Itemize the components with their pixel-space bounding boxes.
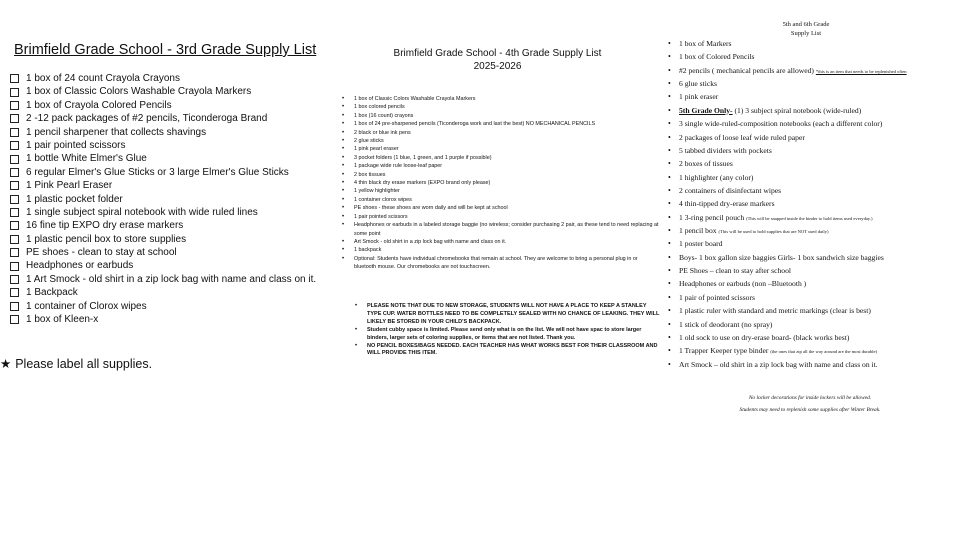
item-text: 16 fine tip EXPO dry erase markers — [26, 220, 184, 232]
item-text: 1 Trapper Keeper type binder — [679, 346, 769, 356]
item-text: PE shoes - clean to stay at school — [26, 247, 177, 259]
list-item — [10, 286, 316, 299]
list-item — [668, 117, 960, 130]
list-item — [10, 206, 316, 219]
list-item — [668, 171, 960, 184]
checkbox-icon — [10, 221, 19, 230]
grade4-title: Brimfield Grade School - 4th Grade Supply List — [393, 48, 602, 59]
checkbox-icon — [10, 181, 19, 190]
list-item — [10, 219, 316, 232]
star-icon: ★ — [0, 357, 12, 371]
item-text: Headphones or earbuds (non –Bluetooth ) — [679, 279, 807, 289]
list-item — [668, 344, 960, 357]
checkbox-icon — [10, 141, 19, 150]
list-item — [668, 318, 960, 331]
checkbox-icon — [10, 74, 19, 83]
item-text: PE Shoes – clean to stay after school — [679, 266, 791, 276]
list-item: • 1 box of 24 pre-sharpened pencils (Ticonderoga work and last the best) NO MECHANICAL PENCILS — [342, 120, 660, 128]
list-item — [10, 233, 316, 246]
list-item — [668, 104, 960, 117]
item-text: Boys- 1 box gallon size baggies Girls- 1 box sandwich size baggies — [679, 252, 884, 262]
item-text: 1 bottle White Elmer's Glue — [26, 153, 147, 165]
list-item — [10, 300, 316, 313]
checkbox-icon — [10, 168, 19, 177]
item-text: 1 pencil sharpener that collects shavings — [26, 126, 207, 138]
list-item — [668, 77, 960, 90]
list-item: • 1 box colored pencils — [342, 103, 660, 111]
list-item — [668, 90, 960, 103]
item-text: 1 stick of deodorant (no spray) — [679, 319, 773, 329]
checkbox-icon — [10, 101, 19, 110]
list-item — [668, 211, 960, 224]
item-text: 2 packages of loose leaf wide ruled paper — [679, 132, 805, 142]
item-text: 1 pair pointed scissors — [26, 139, 126, 151]
list-item: • 1 backpack — [342, 246, 660, 254]
checkbox-icon — [10, 208, 19, 217]
item-text: 1 3-ring pencil pouch — [679, 212, 745, 222]
list-item: • 1 box (16 count) crayons — [342, 112, 660, 120]
item-text: 1 box of Crayola Colored Pencils — [26, 99, 172, 111]
list-item — [668, 64, 960, 77]
list-item: • Optional: Students have individual chromebooks that remain at school. They are welcome to bring a personal plug in or bluetooth mouse. Our chromebooks are not touchscreen. — [342, 255, 660, 272]
list-item: • 2 glue sticks — [342, 137, 660, 145]
grade4-header — [335, 47, 660, 73]
item-text: #2 pencils ( mechanical pencils are allowed) — [679, 65, 814, 75]
item-text: 1 box of Markers — [679, 39, 732, 48]
list-item: • 1 pair pointed scissors — [342, 213, 660, 221]
item-text: 2 boxes of tissues — [679, 159, 733, 169]
item-text: Art Smock – old shirt in a zip lock bag with name and class on it. — [679, 359, 878, 369]
item-text: 1 Backpack — [26, 287, 78, 299]
checkbox-icon — [10, 262, 19, 271]
notice-item: • NO PENCIL BOXES/BAGS NEEDED. EACH TEACHER HAS WHAT WORKS BEST FOR THEIR CLASSROOM AND WILL PROVIDE THIS ITEM. — [355, 343, 660, 359]
list-item: • 1 pink pearl eraser — [342, 145, 660, 153]
grade56-header — [660, 20, 952, 38]
list-item — [10, 193, 316, 206]
item-text: 1 pair of pointed scissors — [679, 292, 755, 302]
item-text: 1 box of Kleen-x — [26, 314, 99, 326]
checkbox-icon — [10, 248, 19, 257]
list-item — [668, 358, 960, 371]
grade3-label-note — [0, 356, 152, 371]
list-item: • Headphones or earbuds in a labeled storage baggie (no wireless; consider purchasing 2 pair, as these tend to need replacing at some point — [342, 221, 660, 238]
list-item — [668, 224, 960, 237]
item-text: 2 -12 pack packages of #2 pencils, Ticonderoga Brand — [26, 113, 268, 125]
list-item — [668, 237, 960, 250]
list-item: • 1 box of Classic Colors Washable Crayola Markers — [342, 95, 660, 103]
item-text: 1 container of Clorox wipes — [26, 300, 147, 312]
item-note: (This will be snapped inside the binder to hold items used everyday.) — [746, 215, 873, 221]
item-text: 6 regular Elmer's Glue Sticks or 3 large Elmer's Glue Sticks — [26, 166, 289, 178]
list-item — [668, 291, 960, 304]
list-item — [668, 184, 960, 197]
list-item — [668, 251, 960, 264]
item-text: 1 single subject spiral notebook with wide ruled lines — [26, 206, 258, 218]
grade3-note-text: Please label all supplies. — [15, 357, 153, 371]
item-text: 1 pencil box — [679, 226, 717, 236]
grade4-year: 2025-2026 — [473, 61, 522, 72]
list-item — [10, 313, 316, 326]
grade56-title: 5th and 6th Grade — [782, 21, 830, 28]
checkbox-icon — [10, 128, 19, 137]
item-text: Headphones or earbuds — [26, 260, 134, 272]
checkbox-icon — [10, 235, 19, 244]
list-item: • 1 container clorox wipes — [342, 196, 660, 204]
checkbox-icon — [10, 195, 19, 204]
list-item: • PE shoes - these shoes are worn daily and will be kept at school — [342, 204, 660, 212]
item-lead: 5th Grade Only- — [679, 105, 733, 115]
item-text: 1 Art Smock - old shirt in a zip lock bag with name and class on it. — [26, 273, 317, 285]
list-item — [10, 85, 316, 98]
list-item — [668, 157, 960, 170]
item-text: 1 pink eraser — [679, 92, 719, 102]
item-note: *this is an item that needs to be replenished often — [815, 68, 907, 74]
item-text: 1 box of Colored Pencils — [679, 52, 755, 62]
item-text: 2 containers of disinfectant wipes — [679, 185, 782, 195]
checkbox-icon — [10, 302, 19, 311]
list-item — [668, 277, 960, 290]
list-item — [668, 197, 960, 210]
grade56-footer-replenish: Students may need to replenish some supplies after Winter Break. — [739, 407, 881, 413]
list-item — [10, 152, 316, 165]
list-item — [668, 50, 960, 63]
list-item — [10, 259, 316, 272]
item-note: (the ones that zip all the way around are the most durable) — [770, 349, 878, 355]
list-item: • 2 box tissues — [342, 171, 660, 179]
item-text: 4 thin-tipped dry-erase markers — [679, 199, 775, 209]
item-text: 1 box of 24 count Crayola Crayons — [26, 73, 180, 84]
checkbox-icon — [10, 288, 19, 297]
list-item — [668, 37, 960, 50]
list-item — [668, 304, 960, 317]
list-item — [10, 99, 316, 112]
list-item — [10, 246, 316, 259]
grade56-items — [668, 37, 960, 371]
list-item — [668, 264, 960, 277]
list-item — [10, 166, 316, 179]
notice-item: • PLEASE NOTE THAT DUE TO NEW STORAGE, STUDENTS WILL NOT HAVE A PLACE TO KEEP A STANLEY TYPE CUP. WATER BOTTLES NEED TO BE COMPLETELY SEALED WITH NO CHANCE OF LEAKING. THEY WILL LIKELY BE STORED IN YOUR CHILD'S BACKPACK. — [355, 303, 660, 327]
item-text: 1 poster board — [679, 239, 723, 249]
list-item: • 3 pocket folders (1 blue, 1 green, and 1 purple if possible) — [342, 154, 660, 162]
checkbox-icon — [10, 315, 19, 324]
grade3-title: Brimfield Grade School - 3rd Grade Supply List — [14, 42, 317, 58]
list-item: • 1 yellow highlighter — [342, 187, 660, 195]
list-item — [10, 179, 316, 192]
item-text: (1) 3 subject spiral notebook (wide-ruled) — [734, 105, 862, 115]
item-text: 1 Pink Pearl Eraser — [26, 180, 113, 192]
item-text: 1 plastic pencil box to store supplies — [26, 233, 187, 245]
list-item: • Art Smock - old shirt in a zip lock bag with name and class on it. — [342, 238, 660, 246]
item-text: 3 single wide-ruled-composition notebooks (each a different color) — [679, 119, 883, 129]
item-text: 1 old sock to use on dry-erase board- (black works best) — [679, 332, 850, 342]
list-item: • 4 thin black dry erase markers (EXPO brand only please) — [342, 179, 660, 187]
item-note: (This will be used to hold supplies that are NOT used daily) — [718, 229, 829, 235]
list-item — [668, 331, 960, 344]
item-text: 5 tabbed dividers with pockets — [679, 145, 772, 155]
list-item — [668, 144, 960, 157]
checkbox-icon — [10, 155, 19, 164]
list-item — [10, 126, 316, 139]
item-text: 1 plastic pocket folder — [26, 193, 123, 205]
list-item — [668, 131, 960, 144]
item-text: 1 box of Classic Colors Washable Crayola Markers — [26, 86, 252, 98]
grade56-footer-locker: No locker decorations for inside lockers will be allowed. — [748, 395, 872, 401]
grade4-items — [342, 95, 660, 272]
list-item: • 2 black or blue ink pens — [342, 129, 660, 137]
list-item: • 1 package wide rule loose-leaf paper — [342, 162, 660, 170]
checkbox-icon — [10, 275, 19, 284]
item-text: 1 plastic ruler with standard and metric markings (clear is best) — [679, 306, 871, 316]
grade56-subtitle: Supply List — [790, 30, 822, 37]
list-item — [10, 139, 316, 152]
notice-item: • Student cubby space is limited. Please send only what is on the list. We will not have spac to store larger binders, larger sets of coloring supplies, or items that are not listed. Thank you. — [355, 327, 660, 343]
list-item — [10, 72, 316, 85]
checkbox-icon — [10, 114, 19, 123]
list-item — [10, 273, 316, 286]
item-text: 6 glue sticks — [679, 79, 717, 89]
checkbox-icon — [10, 88, 19, 97]
item-text: 1 highlighter (any color) — [679, 172, 754, 182]
list-item — [10, 112, 316, 125]
grade4-notes — [355, 303, 660, 358]
grade3-items — [10, 72, 316, 326]
